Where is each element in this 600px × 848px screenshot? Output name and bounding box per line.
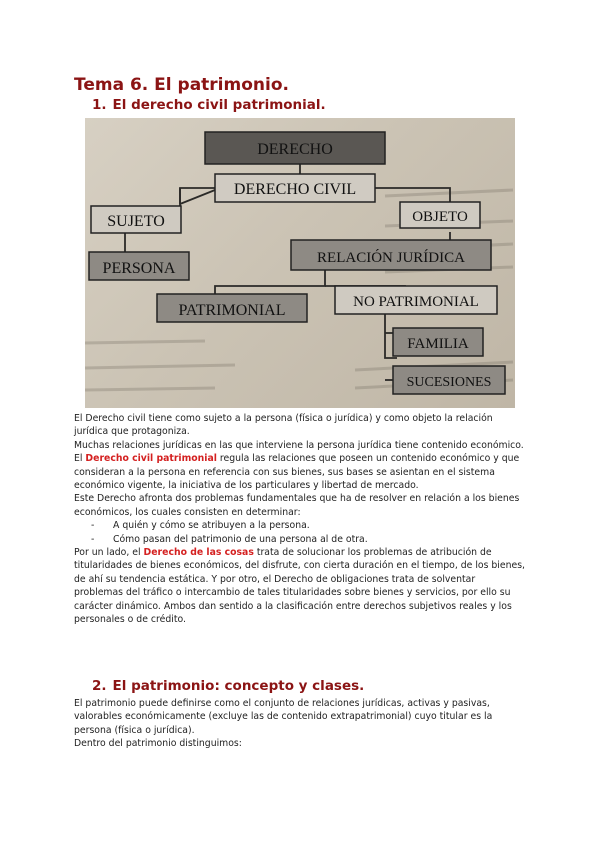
bullet-marker: - <box>91 520 95 532</box>
paragraph: Muchas relaciones jurídicas en las que interviene la persona jurídica tiene contenido económico. <box>74 439 524 451</box>
list-item <box>74 533 526 546</box>
bullet-marker: - <box>91 533 95 545</box>
node-sujeto: SUJETO <box>107 213 165 230</box>
node-derecho-civil: DERECHO CIVIL <box>233 181 357 198</box>
section-title: El derecho civil patrimonial. <box>112 97 326 113</box>
text-run: Por un lado, el <box>74 547 144 559</box>
diagram-svg <box>85 118 515 408</box>
paragraph: Dentro del patrimonio distinguimos: <box>74 738 242 750</box>
section-title: El patrimonio: concepto y clases. <box>112 678 365 694</box>
node-no-patrimonial: NO PATRIMONIAL <box>353 294 479 310</box>
section-2-body <box>74 697 526 751</box>
text-run: El <box>74 453 86 465</box>
list-item-text: Cómo pasan del patrimonio de una persona al de otra. <box>113 533 368 545</box>
section-heading-2 <box>92 678 364 694</box>
page-title: Tema 6. El patrimonio. <box>74 75 289 95</box>
section-number: 1. <box>92 97 107 113</box>
section-heading-1 <box>92 97 326 113</box>
section-1-body <box>74 412 526 627</box>
text-run: regula las relaciones que poseen un contenido económico y que consideran a la persona en referencia con sus bienes, sus bases se asientan en el sistema económico vigente, la iniciativa de los particulares y libertad de mercado. <box>74 453 520 492</box>
node-patrimonial: PATRIMONIAL <box>178 302 286 319</box>
paragraph: Este Derecho afronta dos problemas fundamentales que ha de resolver en relación a los bienes económicos, los cuales consisten en determinar: <box>74 493 520 518</box>
node-persona: PERSONA <box>102 260 176 277</box>
section-number: 2. <box>92 678 107 694</box>
node-familia: FAMILIA <box>407 336 469 352</box>
highlight-derecho-civil-patrimonial: Derecho civil patrimonial <box>85 453 217 465</box>
paragraph: El Derecho civil tiene como sujeto a la persona (física o jurídica) y como objeto la relación jurídica que protagoniza. <box>74 413 493 438</box>
node-sucesiones: SUCESIONES <box>406 375 492 390</box>
highlight-derecho-de-las-cosas: Derecho de las cosas <box>143 547 254 559</box>
paragraph <box>74 452 526 492</box>
paragraph <box>74 546 526 626</box>
text-run: trata de solucionar los problemas de atribución de titularidades de bienes económicos, del disfrute, con cierta duración en el tiempo, de los bienes, de ahí su tendencia estática. Y por otro, el Derecho de obligaciones trata de solventar problemas del tráfico o intercambio de tales titularidades sobre bienes y servicios, por ello su carácter dinámico. Ambos dan sentido a la clasificación entre derechos subjetivos reales y los personales o de crédito. <box>74 547 526 626</box>
diagram-photo <box>85 118 515 408</box>
list-item <box>74 519 526 532</box>
node-derecho: DERECHO <box>257 141 333 158</box>
paragraph: El patrimonio puede definirse como el conjunto de relaciones jurídicas, activas y pasivas, valorables económicamente (excluye las de contenido extrapatrimonial) cuyo titular es la persona (física o jurídica). <box>74 698 493 736</box>
list-item-text: A quién y cómo se atribuyen a la persona. <box>113 520 310 532</box>
node-objeto: OBJETO <box>412 209 468 225</box>
node-relacion-juridica: RELACIÓN JURÍDICA <box>317 250 465 266</box>
